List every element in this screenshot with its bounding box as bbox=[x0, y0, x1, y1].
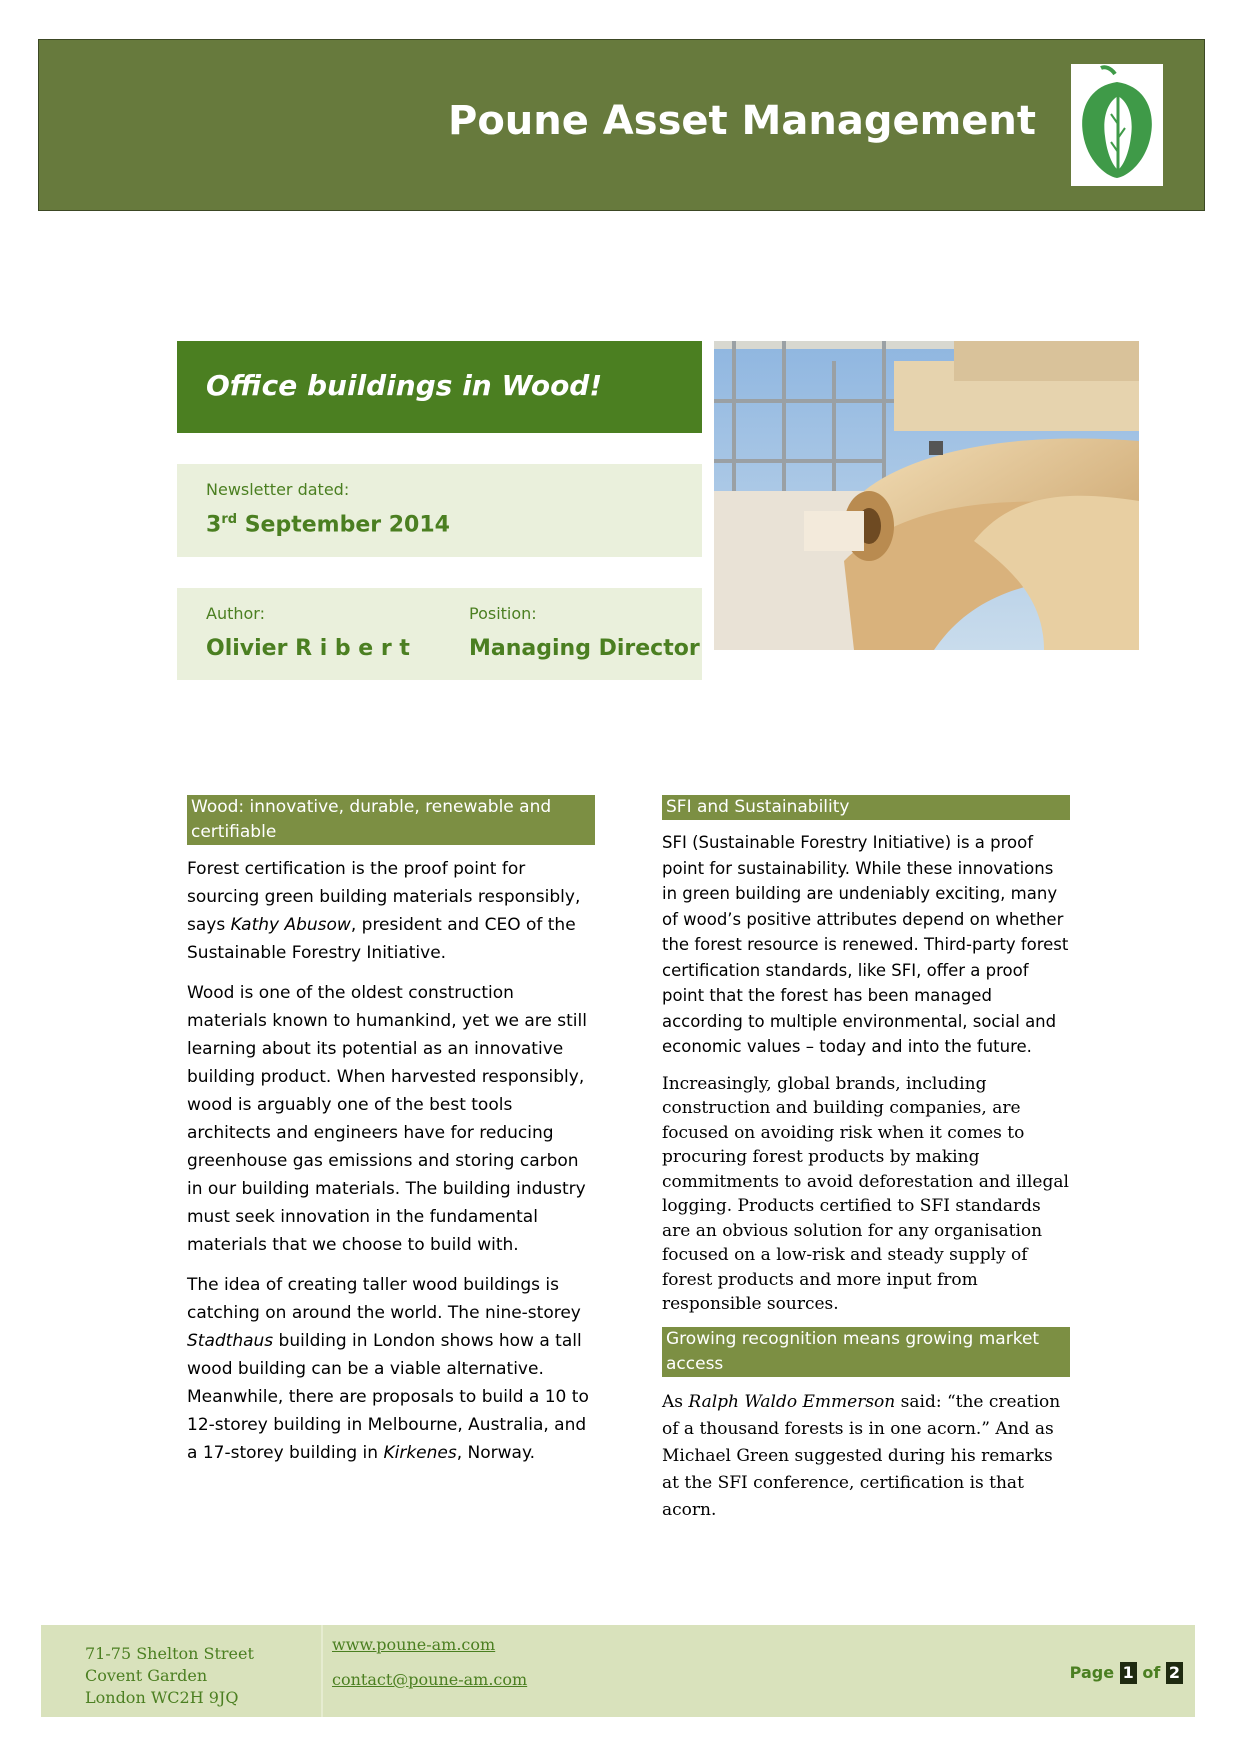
article-title-box bbox=[177, 341, 702, 433]
position-label: Position: bbox=[469, 604, 537, 623]
section-heading-wood: Wood: innovative, durable, renewable and certifiable bbox=[187, 795, 595, 845]
paragraph: SFI (Sustainable Forestry Initiative) is a proof point for sustainability. While these innovations in green building are undeniably exciting, many of wood’s positive attributes depend on whether the forest resource is renewed. Third-party forest certification standards, like SFI, offer a proof point that the forest has been managed according to multiple environmental, social and economic values – today and into the future. bbox=[662, 833, 1069, 1056]
position-value: Managing Director bbox=[469, 636, 700, 661]
company-name: Poune Asset Management bbox=[448, 98, 1036, 144]
author-name: Olivier R i b e r t bbox=[206, 636, 410, 661]
emphasis-name: Kathy Abusow bbox=[230, 915, 351, 935]
right-column bbox=[662, 795, 1070, 1524]
text-span: building in London shows how a tall wood building can be a viable alternative. Meanwhile, there are proposals to build a 10 to 12-storey building in Melbourne, Australia, and a 17-storey building in bbox=[187, 1331, 589, 1463]
date-panel bbox=[177, 464, 702, 557]
page-of: of bbox=[1136, 1663, 1166, 1682]
article-title: Office buildings in Wood! bbox=[206, 369, 603, 402]
leaf-logo-icon bbox=[1071, 64, 1163, 186]
text-span: The idea of creating taller wood buildings is catching on around the world. The nine-storey bbox=[187, 1275, 581, 1323]
section-heading-growing: Growing recognition means growing market access bbox=[662, 1327, 1070, 1377]
page-total: 2 bbox=[1166, 1662, 1183, 1684]
left-column bbox=[187, 795, 595, 1479]
address-line: London WC2H 9JQ bbox=[85, 1688, 239, 1707]
author-label: Author: bbox=[206, 604, 265, 623]
section-heading-sfi: SFI and Sustainability bbox=[662, 795, 1070, 820]
page-word: Page bbox=[1069, 1663, 1120, 1682]
address-line: 71-75 Shelton Street bbox=[85, 1644, 254, 1663]
newsletter-date-label: Newsletter dated: bbox=[206, 480, 350, 499]
paragraph bbox=[187, 1271, 595, 1467]
text-span: Forest certification is the proof point for sourcing green building materials responsibly, says bbox=[187, 859, 581, 935]
text-span: , president and CEO of the Sustainable Forestry Initiative. bbox=[187, 915, 576, 963]
page-number bbox=[1070, 1662, 1183, 1684]
emphasis-name: Kirkenes bbox=[383, 1443, 457, 1463]
wood-structure-photo bbox=[714, 341, 1139, 650]
email-link[interactable]: contact@poune-am.com bbox=[332, 1670, 528, 1689]
emphasis-name: Ralph Waldo Emmerson bbox=[688, 1391, 896, 1412]
date-rest: September 2014 bbox=[237, 512, 450, 538]
author-panel bbox=[177, 588, 702, 680]
website-link[interactable]: www.poune-am.com bbox=[332, 1635, 496, 1654]
header-banner bbox=[38, 39, 1205, 211]
paragraph bbox=[662, 1389, 1070, 1524]
emphasis-name: Stadthaus bbox=[187, 1331, 274, 1351]
text-span: , Norway. bbox=[456, 1443, 535, 1463]
paragraph bbox=[187, 855, 595, 967]
paragraph: Increasingly, global brands, including construction and building companies, are focused on avoiding risk when it comes to procuring forest products by making commitments to avoid deforestation and illegal logging. Products certified to SFI standards are an obvious solution for any organisation focused on a low-risk and steady supply of forest products and more input from responsible sources. bbox=[662, 1073, 1069, 1314]
address-block bbox=[85, 1643, 254, 1709]
newsletter-date bbox=[206, 512, 450, 537]
page-current: 1 bbox=[1120, 1662, 1137, 1684]
paragraph: Wood is one of the oldest construction materials known to humankind, yet we are still learning about its potential as an innovative building product. When harvested responsibly, wood is arguably one of the best tools architects and engineers have for reducing greenhouse gas emissions and storing carbon in our building materials. The building industry must seek innovation in the fundamental materials that we choose to build with. bbox=[187, 983, 587, 1255]
date-suffix: rd bbox=[221, 512, 238, 527]
date-day: 3 bbox=[206, 512, 222, 538]
footer-divider bbox=[321, 1625, 323, 1717]
footer bbox=[41, 1625, 1195, 1717]
text-span: As bbox=[662, 1391, 689, 1412]
address-line: Covent Garden bbox=[85, 1666, 208, 1685]
text-span: said: “the creation of a thousand forests is in one acorn.” And as Michael Green suggested during his remarks at the SFI conference, certification is that acorn. bbox=[662, 1391, 1061, 1520]
